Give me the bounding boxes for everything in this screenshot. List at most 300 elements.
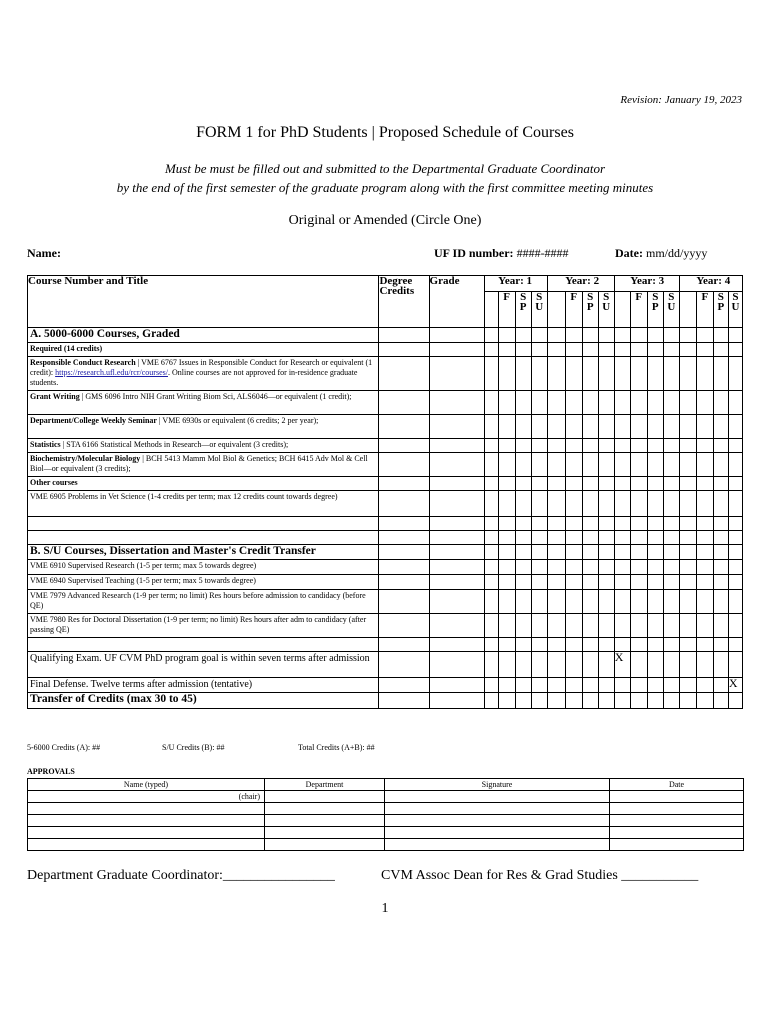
term-cell[interactable] [565,560,582,575]
term-cell[interactable] [696,328,713,343]
term-cell[interactable] [582,415,598,439]
term-cell[interactable] [696,357,713,391]
term-cell[interactable] [582,652,598,678]
term-cell[interactable] [713,638,728,652]
term-cell[interactable] [713,693,728,709]
term-cell[interactable] [565,545,582,560]
term-cell[interactable] [598,343,614,357]
approval-row[interactable] [28,803,744,815]
term-cell[interactable] [647,391,663,415]
grade-cell[interactable] [429,560,484,575]
grade-cell[interactable] [429,415,484,439]
term-cell[interactable] [598,693,614,709]
term-cell[interactable] [630,491,647,517]
section-a-title: A. 5000-6000 Courses, Graded [28,328,379,343]
dept-grad-coordinator[interactable]: Department Graduate Coordinator:________________ [27,868,335,883]
approval-row[interactable] [28,815,744,827]
term-cell[interactable] [728,545,742,560]
degree-credits-cell[interactable] [379,590,429,614]
term-cell[interactable] [728,638,742,652]
term-cell[interactable] [663,531,679,545]
term-cell[interactable] [713,357,728,391]
degree-credits-cell[interactable] [379,693,429,709]
term-cell[interactable] [515,439,531,453]
term-cell[interactable] [531,652,547,678]
fd-mark[interactable]: X [728,678,742,693]
term-cell[interactable] [630,531,647,545]
degree-credits-cell[interactable] [379,328,429,343]
term-cell[interactable] [647,590,663,614]
term-cell[interactable] [498,531,515,545]
term-cell[interactable] [531,693,547,709]
term-cell[interactable] [565,575,582,590]
term-cell[interactable] [728,415,742,439]
degree-credits-cell[interactable] [379,343,429,357]
term-cell[interactable] [696,614,713,638]
term-cell[interactable] [582,357,598,391]
term-cell[interactable] [713,328,728,343]
rcr-link[interactable]: https://research.ufl.edu/rcr/courses/ [55,368,168,377]
term-cell[interactable] [630,638,647,652]
term-cell[interactable] [647,517,663,531]
term-cell[interactable] [728,575,742,590]
term-cell[interactable] [582,575,598,590]
term-cell[interactable] [515,491,531,517]
term-cell[interactable] [647,357,663,391]
term-cell[interactable] [663,415,679,439]
term-cell[interactable] [630,477,647,491]
date-field[interactable] [615,246,707,261]
term-cell[interactable] [565,357,582,391]
degree-credits-cell[interactable] [379,614,429,638]
term-cell[interactable] [647,491,663,517]
term-cell[interactable] [713,477,728,491]
term-cell[interactable] [728,693,742,709]
degree-credits-cell[interactable] [379,575,429,590]
degree-credits-cell[interactable] [379,357,429,391]
term-cell[interactable] [498,614,515,638]
term-cell[interactable] [531,517,547,531]
term-cell[interactable] [713,453,728,477]
term-cell[interactable] [515,328,531,343]
term-cell[interactable] [647,328,663,343]
term-cell[interactable] [663,693,679,709]
term-cell[interactable] [515,391,531,415]
term-cell[interactable] [598,560,614,575]
term-cell[interactable] [582,638,598,652]
term-cell[interactable] [598,652,614,678]
term-cell[interactable] [531,545,547,560]
grade-cell[interactable] [429,357,484,391]
term-cell[interactable] [498,415,515,439]
term-cell[interactable] [531,575,547,590]
term-cell[interactable] [696,517,713,531]
term-cell[interactable] [498,575,515,590]
term-cell[interactable] [663,357,679,391]
term-cell[interactable] [582,590,598,614]
term-cell[interactable] [565,477,582,491]
term-cell[interactable] [713,678,728,693]
term-cell[interactable] [515,693,531,709]
term-cell[interactable] [663,328,679,343]
term-cell[interactable] [498,328,515,343]
term-cell[interactable] [728,453,742,477]
term-cell[interactable] [713,391,728,415]
term-cell[interactable] [515,517,531,531]
term-cell[interactable] [630,391,647,415]
term-cell[interactable] [582,439,598,453]
term-cell[interactable] [598,357,614,391]
term-cell[interactable] [630,560,647,575]
term-cell[interactable] [728,531,742,545]
degree-credits-cell[interactable] [379,453,429,477]
term-cell[interactable] [713,614,728,638]
term-cell[interactable] [531,439,547,453]
term-cell[interactable] [498,477,515,491]
term-cell[interactable] [515,415,531,439]
term-cell[interactable] [565,391,582,415]
original-or-amended[interactable]: Original or Amended (Circle One) [288,213,482,228]
ufid-field[interactable] [434,246,569,261]
term-cell[interactable] [728,391,742,415]
degree-credits-cell[interactable] [379,652,429,678]
degree-credits-cell[interactable] [379,491,429,517]
term-cell[interactable] [663,517,679,531]
term-cell[interactable] [498,357,515,391]
grade-cell[interactable] [429,439,484,453]
term-cell[interactable] [663,575,679,590]
term-cell[interactable] [630,439,647,453]
term-cell[interactable] [630,357,647,391]
term-cell[interactable] [598,531,614,545]
term-cell[interactable] [598,439,614,453]
term-cell[interactable] [582,328,598,343]
transfer-credits: Transfer of Credits (max 30 to 45) [28,693,379,709]
term-cell[interactable] [728,343,742,357]
term-cell[interactable] [598,678,614,693]
term-cell[interactable] [696,415,713,439]
term-cell[interactable] [630,517,647,531]
term-cell[interactable] [531,491,547,517]
term-cell[interactable] [531,477,547,491]
degree-credits-cell[interactable] [379,517,429,531]
term-cell[interactable] [728,439,742,453]
term-cell[interactable] [565,343,582,357]
term-cell[interactable] [565,439,582,453]
term-cell[interactable] [498,560,515,575]
term-cell[interactable] [531,453,547,477]
term-cell[interactable] [598,477,614,491]
grade-cell[interactable] [429,678,484,693]
term-cell[interactable] [498,652,515,678]
term-cell[interactable] [663,491,679,517]
term-cell[interactable] [498,343,515,357]
term-cell[interactable] [515,453,531,477]
term-cell[interactable] [713,652,728,678]
term-cell[interactable] [630,453,647,477]
term-cell[interactable] [598,614,614,638]
degree-credits-cell[interactable] [379,439,429,453]
term-cell[interactable] [696,545,713,560]
term-cell[interactable] [696,477,713,491]
term-cell[interactable] [630,343,647,357]
term-cell[interactable] [713,439,728,453]
term-cell[interactable] [663,391,679,415]
term-cell[interactable] [582,545,598,560]
term-cell[interactable] [647,693,663,709]
term-cell[interactable] [598,328,614,343]
term-cell[interactable] [630,652,647,678]
term-cell[interactable] [728,652,742,678]
term-cell[interactable] [565,614,582,638]
term-cell[interactable] [498,439,515,453]
term-cell[interactable] [663,343,679,357]
term-cell[interactable] [498,693,515,709]
term-cell[interactable] [565,328,582,343]
term-cell[interactable] [630,415,647,439]
grade-cell[interactable] [429,693,484,709]
approval-row[interactable] [28,827,744,839]
degree-credits-cell[interactable] [379,678,429,693]
term-cell[interactable] [565,638,582,652]
term-cell[interactable] [582,531,598,545]
grade-cell[interactable] [429,590,484,614]
grade-cell[interactable] [429,491,484,517]
term-cell[interactable] [647,575,663,590]
term-cell[interactable] [630,614,647,638]
term-cell[interactable] [515,638,531,652]
term-cell[interactable] [647,415,663,439]
term-cell[interactable] [696,638,713,652]
term-cell[interactable] [647,343,663,357]
term-cell[interactable] [531,531,547,545]
term-cell[interactable] [647,545,663,560]
term-cell[interactable] [582,453,598,477]
term-cell[interactable] [696,678,713,693]
term-cell [679,328,696,343]
grade-cell[interactable] [429,517,484,531]
grade-cell[interactable] [429,453,484,477]
term-cell[interactable] [565,531,582,545]
term-cell[interactable] [531,391,547,415]
term-cell[interactable] [598,590,614,614]
biochem-course: Biochemistry/Molecular Biology | BCH 5413 Mamm Mol Biol & Genetics; BCH 6415 Adv Mol & Cell Biol—or equivalent (3 credits); [28,453,379,477]
term-cell[interactable] [728,614,742,638]
term-cell[interactable] [582,343,598,357]
term-cell[interactable] [713,531,728,545]
term-cell[interactable] [598,575,614,590]
term-cell[interactable] [713,343,728,357]
term-cell[interactable] [630,575,647,590]
term-cell[interactable] [696,491,713,517]
term-cell[interactable] [515,590,531,614]
term-cell[interactable] [663,453,679,477]
term-cell[interactable] [498,517,515,531]
term-cell[interactable] [647,531,663,545]
approval-row[interactable] [28,839,744,851]
term-cell[interactable] [582,614,598,638]
term-cell[interactable] [531,328,547,343]
grade-cell[interactable] [429,575,484,590]
term-cell[interactable] [531,415,547,439]
term-cell[interactable] [598,517,614,531]
term-cell[interactable] [663,477,679,491]
term-cell[interactable] [647,453,663,477]
grade-cell[interactable] [429,477,484,491]
term-cell[interactable] [663,614,679,638]
approval-row[interactable] [28,791,744,803]
term-cell[interactable] [515,545,531,560]
term-cell[interactable] [582,678,598,693]
term-cell[interactable] [531,343,547,357]
degree-credits-cell[interactable] [379,477,429,491]
term-cell[interactable] [647,477,663,491]
grade-cell[interactable] [429,531,484,545]
term-cell[interactable] [531,590,547,614]
term-cell[interactable] [713,575,728,590]
name-field[interactable] [27,246,61,261]
grade-cell[interactable] [429,652,484,678]
term-cell[interactable] [663,678,679,693]
term-cell[interactable] [515,531,531,545]
table-row [28,439,743,453]
term-cell[interactable] [696,439,713,453]
term-cell[interactable] [582,560,598,575]
term-cell[interactable] [630,693,647,709]
term-cell[interactable] [498,638,515,652]
term-cell [614,439,630,453]
term-cell[interactable] [565,517,582,531]
term-cell[interactable] [663,638,679,652]
term-cell[interactable] [598,638,614,652]
term-cell[interactable] [531,560,547,575]
term-cell[interactable] [728,477,742,491]
term-cell[interactable] [696,575,713,590]
degree-credits-cell[interactable] [379,415,429,439]
term-cell[interactable] [515,343,531,357]
term-cell[interactable] [565,652,582,678]
term-cell[interactable] [647,678,663,693]
degree-credits-cell[interactable] [379,531,429,545]
term-cell[interactable] [598,545,614,560]
term-cell[interactable] [565,678,582,693]
term-cell[interactable] [565,693,582,709]
term-cell [547,545,565,560]
term-cell[interactable] [630,328,647,343]
term-cell[interactable] [498,545,515,560]
term-cell[interactable] [713,560,728,575]
term-cell[interactable] [498,391,515,415]
term-cell[interactable] [582,491,598,517]
grade-cell[interactable] [429,545,484,560]
term-cell[interactable] [696,343,713,357]
term-cell[interactable] [515,560,531,575]
term-cell[interactable] [663,560,679,575]
term-cell[interactable] [696,590,713,614]
term-cell[interactable] [598,491,614,517]
term-cell[interactable] [565,491,582,517]
term-cell[interactable] [713,590,728,614]
term-cell[interactable] [696,531,713,545]
term-cell[interactable] [565,590,582,614]
grade-cell[interactable] [429,343,484,357]
term-cell[interactable] [582,477,598,491]
term-cell[interactable] [515,357,531,391]
term-cell[interactable] [647,638,663,652]
grade-cell[interactable] [429,614,484,638]
term-cell[interactable] [531,357,547,391]
term-cell[interactable] [531,638,547,652]
term-cell[interactable] [515,652,531,678]
term-cell[interactable] [663,652,679,678]
degree-credits-cell[interactable] [379,545,429,560]
term-cell[interactable] [663,545,679,560]
term-cell[interactable] [696,453,713,477]
term-cell[interactable] [498,678,515,693]
term-cell[interactable] [728,560,742,575]
term-cell[interactable] [515,575,531,590]
term-cell[interactable] [696,693,713,709]
term-cell[interactable] [713,491,728,517]
term-cell[interactable] [515,477,531,491]
term-cell[interactable] [647,439,663,453]
term-cell[interactable] [713,415,728,439]
grade-cell[interactable] [429,391,484,415]
term-cell[interactable] [728,357,742,391]
term-cell[interactable] [728,491,742,517]
term-cell[interactable] [565,415,582,439]
term-cell[interactable] [647,614,663,638]
term-cell[interactable] [498,590,515,614]
degree-credits-cell[interactable] [379,638,429,652]
assoc-dean-signoff[interactable]: CVM Assoc Dean for Res & Grad Studies ___________ [381,868,699,883]
term-cell[interactable] [728,328,742,343]
term-cell[interactable] [531,678,547,693]
term-cell[interactable] [630,545,647,560]
term-cell[interactable] [696,652,713,678]
degree-credits-cell[interactable] [379,560,429,575]
grade-cell[interactable] [429,328,484,343]
term-cell[interactable] [598,453,614,477]
term-cell[interactable] [728,590,742,614]
term-cell[interactable] [713,517,728,531]
term-cell[interactable] [531,614,547,638]
term-cell[interactable] [582,693,598,709]
degree-credits-cell[interactable] [379,391,429,415]
term-cell[interactable] [515,678,531,693]
term-cell[interactable] [713,545,728,560]
term-cell[interactable] [582,517,598,531]
term-cell[interactable] [630,590,647,614]
term-cell[interactable] [696,560,713,575]
grade-cell[interactable] [429,638,484,652]
term-cell[interactable] [565,453,582,477]
term-cell[interactable] [630,678,647,693]
term-cell[interactable] [647,560,663,575]
term-cell[interactable] [498,491,515,517]
term-sp: S P [713,292,728,328]
term-cell[interactable] [696,391,713,415]
term-cell[interactable] [663,590,679,614]
term-cell[interactable] [647,652,663,678]
term-cell[interactable] [728,517,742,531]
term-cell[interactable] [498,453,515,477]
term-cell[interactable] [582,391,598,415]
term-cell[interactable] [598,415,614,439]
term-cell[interactable] [663,439,679,453]
term-cell[interactable] [598,391,614,415]
term-cell[interactable] [515,614,531,638]
